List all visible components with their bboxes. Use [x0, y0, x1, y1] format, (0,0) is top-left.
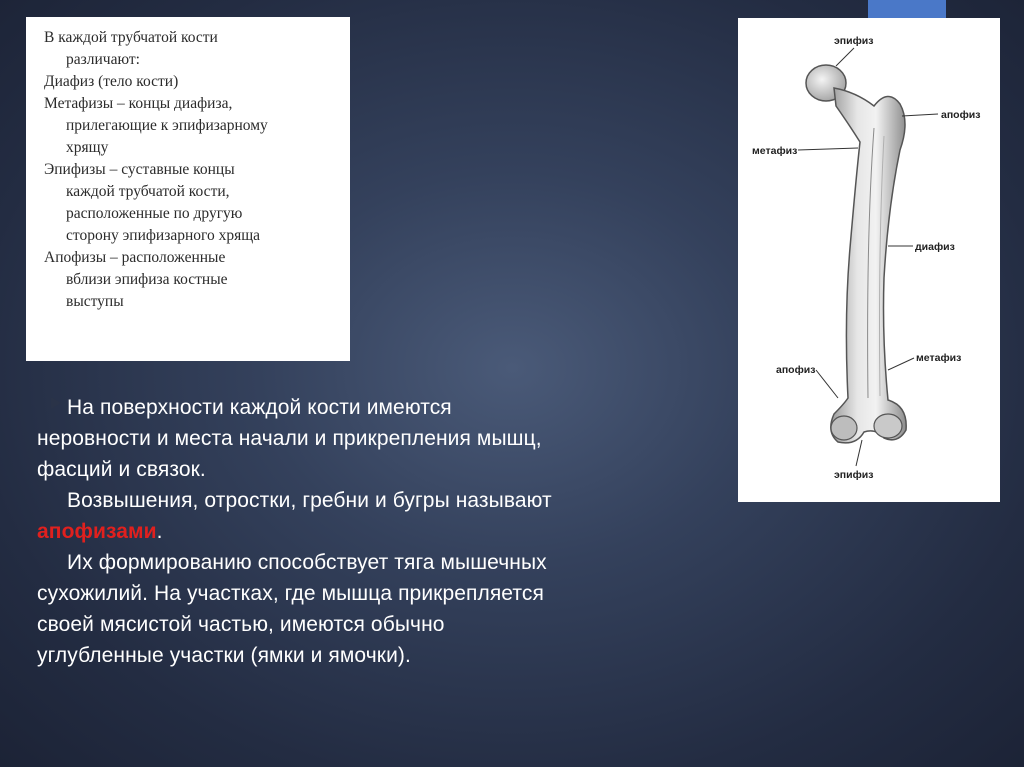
- definition-intro-line: В каждой трубчатой кости: [44, 29, 218, 46]
- definition-apophysis: выступы: [66, 293, 124, 310]
- paragraph-line: Возвышения, отростки, гребни и бугры называют: [67, 489, 552, 512]
- medial-condyle: [831, 416, 857, 440]
- paragraph-line: [37, 516, 727, 547]
- definition-metaphysis: прилегающие к эпифизарному: [66, 117, 268, 134]
- label-apophysis-bottom: апофиз: [776, 364, 816, 376]
- lateral-condyle: [874, 414, 902, 438]
- definition-apophysis: вблизи эпифиза костные: [66, 271, 228, 288]
- definition-epiphysis: сторону эпифизарного хряща: [66, 227, 261, 244]
- label-metaphysis-top: метафиз: [752, 145, 798, 157]
- punctuation: .: [156, 520, 163, 543]
- label-epiphysis-top: эпифиз: [834, 35, 874, 47]
- definition-intro-line: различают:: [66, 51, 140, 68]
- definition-epiphysis: Эпифизы – суставные концы: [44, 161, 235, 178]
- definition-apophysis: Апофизы – расположенные: [44, 249, 226, 266]
- label-epiphysis-bottom: эпифиз: [834, 469, 874, 481]
- definition-epiphysis: расположенные по другую: [66, 205, 243, 222]
- definition-diaphysis: Диафиз (тело кости): [44, 73, 179, 90]
- femur-diagram: [738, 18, 1000, 502]
- definition-metaphysis: Метафизы – концы диафиза,: [44, 95, 233, 112]
- paragraph-line: Их формированию способствует тяга мышечных: [67, 551, 547, 574]
- label-diaphysis: диафиз: [915, 241, 955, 253]
- label-metaphysis-bottom: метафиз: [916, 352, 962, 364]
- main-text: [37, 392, 727, 671]
- definition-epiphysis: каждой трубчатой кости,: [66, 183, 230, 200]
- paragraph-line: сухожилий. На участках, где мышца прикрепляется: [37, 582, 544, 605]
- paragraph-line: фасций и связок.: [37, 458, 206, 481]
- paragraph-line: своей мясистой частью, имеются обычно: [37, 613, 445, 636]
- apophysis-highlight: апофизами: [37, 520, 157, 543]
- definitions-box: [26, 17, 350, 361]
- definition-metaphysis: хрящу: [66, 139, 109, 156]
- femur-illustration: [738, 18, 1000, 502]
- paragraph-line: углубленные участки (ямки и ямочки).: [37, 644, 411, 667]
- paragraph-line: неровности и места начали и прикрепления мышц,: [37, 427, 542, 450]
- paragraph-line: На поверхности каждой кости имеются: [67, 396, 452, 419]
- label-apophysis-top: апофиз: [941, 109, 981, 121]
